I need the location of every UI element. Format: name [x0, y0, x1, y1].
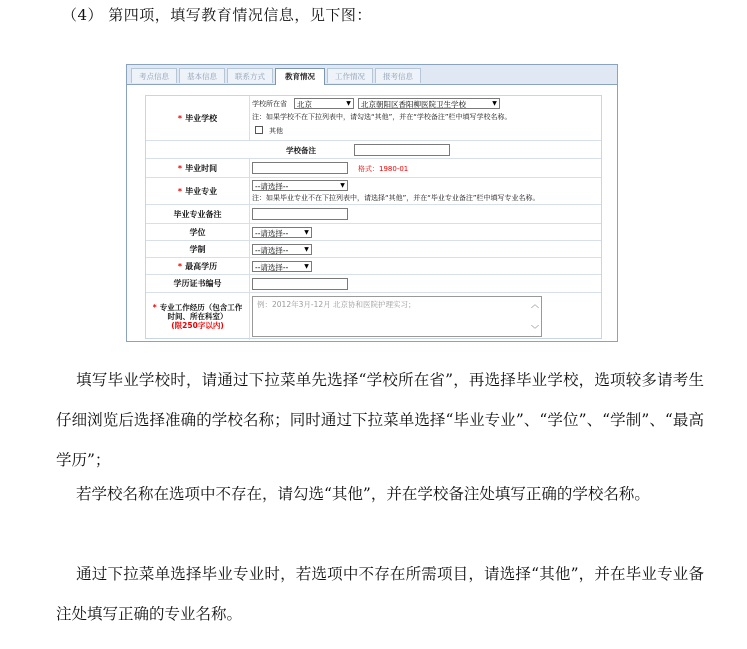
school-note: 注：如果学校不在下拉列表中，请勾选“其他”，并在“学校备注”栏中填写学校名称。 — [252, 113, 512, 121]
major-label: * 毕业专业 — [146, 178, 250, 204]
chevron-down-icon: ▼ — [304, 229, 309, 236]
major-remark-label: 毕业专业备注 — [146, 205, 250, 223]
tab-exam-site[interactable]: 考点信息 — [131, 68, 177, 83]
school-row — [146, 96, 601, 141]
other-label: 其他 — [269, 127, 283, 135]
chevron-down-icon: ▼ — [304, 246, 309, 253]
system-label: 学制 — [146, 241, 250, 257]
paragraph-school: 填写毕业学校时，请通过下拉菜单先选择“学校所在省”，再选择毕业学校，选项较多请考生仔细浏览后选择准确的学校名称；同时通过下拉菜单选择“毕业专业”、“学位”、“学制”、“最高学历”； — [56, 371, 704, 469]
tab-bar — [127, 65, 617, 85]
tab-apply[interactable]: 报考信息 — [375, 68, 421, 83]
chevron-down-icon: ▼ — [340, 182, 345, 189]
edu-select[interactable]: --请选择-- ▼ — [252, 261, 312, 272]
education-form — [145, 95, 602, 339]
major-remark-row — [146, 205, 601, 224]
scroll-up-icon[interactable]: ︿ — [531, 300, 539, 309]
edu-row — [146, 258, 601, 275]
work-row — [146, 293, 601, 340]
system-row — [146, 241, 601, 258]
grad-time-label: * 毕业时间 — [146, 159, 250, 177]
degree-select[interactable]: --请选择-- ▼ — [252, 227, 312, 238]
scroll-down-icon[interactable]: ﹀ — [531, 325, 539, 334]
education-form-screenshot — [126, 64, 618, 342]
school-province-label: 学校所在省 — [252, 100, 287, 108]
cert-input[interactable] — [252, 278, 348, 290]
major-row — [146, 178, 601, 205]
tab-basic-info[interactable]: 基本信息 — [179, 68, 225, 83]
paragraph-other: 若学校名称在选项中不存在，请勾选“其他”，并在学校备注处填写正确的学校名称。 — [76, 485, 650, 503]
degree-row — [146, 224, 601, 241]
tab-education[interactable]: 教育情况 — [275, 68, 325, 85]
major-remark-input[interactable] — [252, 208, 348, 220]
chevron-down-icon: ▼ — [304, 263, 309, 270]
school-select[interactable]: 北京朝阳区香阳柳医院卫生学校 ▼ — [358, 98, 500, 109]
edu-label: * 最高学历 — [146, 258, 250, 274]
work-label: * 专业工作经历（包含工作时间、所在科室） (限250字以内) — [146, 293, 250, 340]
work-limit: (限250字以内) — [171, 321, 224, 330]
school-remark-label: 学校备注 — [286, 146, 316, 155]
grad-time-input[interactable] — [252, 162, 348, 174]
work-textarea[interactable]: 例：2012年3月-12月 北京协和医院护理实习； ︿ ﹀ — [252, 296, 542, 337]
other-checkbox[interactable] — [255, 126, 263, 134]
tab-work[interactable]: 工作情况 — [327, 68, 373, 83]
school-remark-row — [146, 141, 601, 159]
province-select[interactable]: 北京 ▼ — [294, 98, 354, 109]
section-heading: （4） 第四项，填写教育情况信息，见下图： — [62, 6, 372, 24]
degree-label: 学位 — [146, 224, 250, 240]
chevron-down-icon: ▼ — [492, 100, 497, 107]
grad-time-format-hint: 格式：1980-01 — [358, 165, 409, 173]
tab-contact[interactable]: 联系方式 — [227, 68, 273, 83]
school-remark-input[interactable] — [354, 144, 450, 156]
chevron-down-icon: ▼ — [346, 100, 351, 107]
cert-label: 学历证书编号 — [146, 275, 250, 292]
major-select[interactable]: --请选择-- ▼ — [252, 180, 348, 191]
school-label: * 毕业学校 — [146, 96, 250, 140]
system-select[interactable]: --请选择-- ▼ — [252, 244, 312, 255]
grad-time-row — [146, 159, 601, 178]
cert-row — [146, 275, 601, 293]
paragraph-major: 通过下拉菜单选择毕业专业时，若选项中不存在所需项目，请选择“其他”，并在毕业专业备注处填写正确的专业名称。 — [56, 565, 704, 623]
major-note: 注：如果毕业专业不在下拉列表中，请选择“其他”，并在“毕业专业备注”栏中填写专业名称。 — [252, 194, 540, 202]
